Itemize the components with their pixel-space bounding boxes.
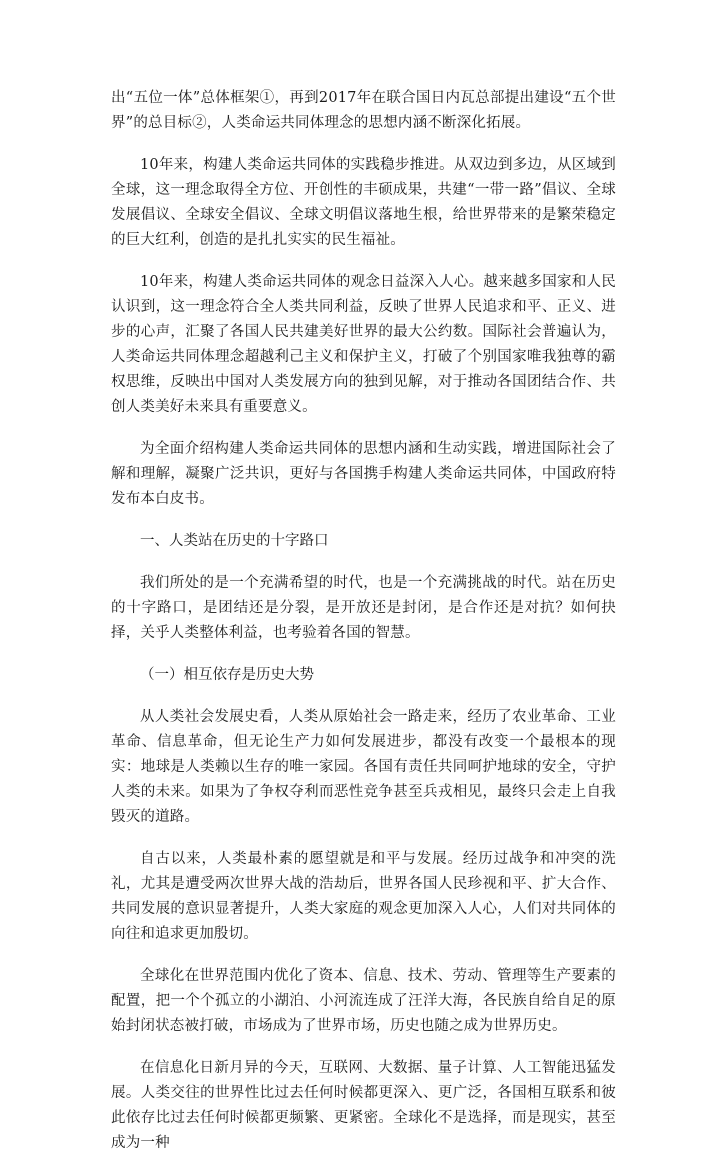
paragraph-history: 从人类社会发展史看，人类从原始社会一路走来，经历了农业革命、工业革命、信息革命，但无论生产力如何发展进步，都没有改变一个最根本的现实：地球是人类赖以生存的唯一家园。各国有责任共同呵护地球的安全，守护人类的未来。如果为了争权夺利而恶性竞争甚至兵戎相见，最终只会走上自我毁灭的道路。 bbox=[111, 709, 616, 825]
paragraph-continuation: 出“五位一体”总体框架①，再到2017年在联合国日内瓦总部提出建设“五个世界”的总目标②，人类命运共同体理念的思想内涵不断深化拓展。 bbox=[111, 90, 616, 131]
section-heading-1: 一、人类站在历史的十字路口 bbox=[140, 533, 329, 549]
subsection-heading-1: （一）相互依存是历史大势 bbox=[140, 667, 314, 683]
paragraph-globalization: 全球化在世界范围内优化了资本、信息、技术、劳动、管理等生产要素的配置，把一个个孤立的小湖泊、小河流连成了汪洋大海，各民族自给自足的原始封闭状态被打破，市场成为了世界市场，历史也随之成为世界历史。 bbox=[111, 968, 616, 1034]
paragraph-practice: 10年来，构建人类命运共同体的实践稳步推进。从双边到多边，从区域到全球，这一理念取得全方位、开创性的丰硕成果，共建“一带一路”倡议、全球发展倡议、全球安全倡议、全球文明倡议落地生根，给世界带来的是繁荣稳定的巨大红利，创造的是扎扎实实的民生福祉。 bbox=[111, 157, 616, 248]
paragraph-peace: 自古以来，人类最朴素的愿望就是和平与发展。经历过战争和冲突的洗礼，尤其是遭受两次世界大战的浩劫后，世界各国人民珍视和平、扩大合作、共同发展的意识显著提升，人类大家庭的观念更加深入人心，人们对共同体的向往和追求更加殷切。 bbox=[111, 851, 616, 942]
paragraph-whitepaper-intro: 为全面介绍构建人类命运共同体的思想内涵和生动实践，增进国际社会了解和理解，凝聚广泛共识，更好与各国携手构建人类命运共同体，中国政府特发布本白皮书。 bbox=[111, 441, 616, 507]
paragraph-information-age: 在信息化日新月异的今天，互联网、大数据、量子计算、人工智能迅猛发展。人类交往的世界性比过去任何时候都更深入、更广泛，各国相互联系和彼此依存比过去任何时候都更频繁、更紧密。全球化不是选择，而是现实，甚至成为一种 bbox=[111, 1060, 616, 1151]
paragraph-era: 我们所处的是一个充满希望的时代，也是一个充满挑战的时代。站在历史的十字路口，是团结还是分裂，是开放还是封闭，是合作还是对抗？如何抉择，关乎人类整体利益，也考验着各国的智慧。 bbox=[111, 575, 616, 641]
document-page bbox=[111, 86, 616, 1173]
paragraph-concept: 10年来，构建人类命运共同体的观念日益深入人心。越来越多国家和人民认识到，这一理念符合全人类共同利益，反映了世界人民追求和平、正义、进步的心声，汇聚了各国人民共建美好世界的最大公约数。国际社会普遍认为，人类命运共同体理念超越利己主义和保护主义，打破了个别国家唯我独尊的霸权思维，反映出中国对人类发展方向的独到见解，对于推动各国团结合作、共创人类美好未来具有重要意义。 bbox=[111, 274, 616, 415]
